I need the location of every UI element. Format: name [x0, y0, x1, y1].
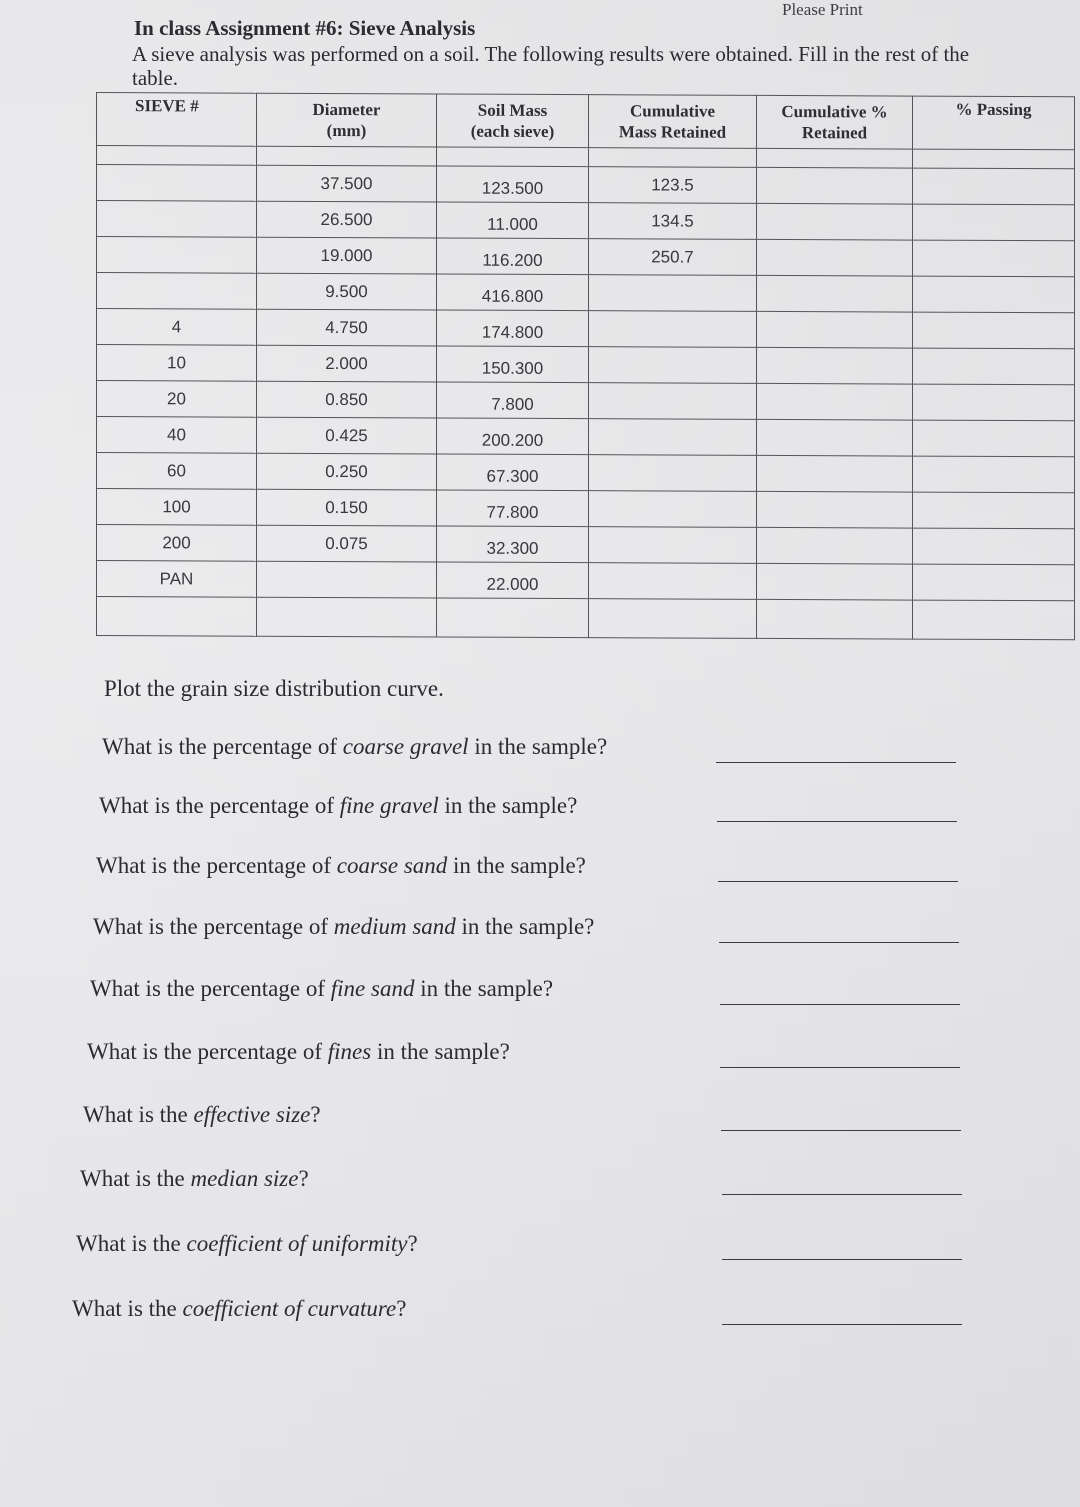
cumulative-mass-cell[interactable]: [589, 167, 757, 204]
answer-blank-line[interactable]: [717, 821, 957, 822]
question-text: in the sample?: [414, 976, 554, 1001]
sieve-number-cell: [97, 309, 257, 346]
answer-blank-line[interactable]: [720, 1067, 960, 1068]
question-term: fines: [327, 1039, 372, 1064]
sieve-number-cell: [97, 489, 257, 526]
question-text: What is the percentage of: [87, 1039, 328, 1064]
sieve-number-cell-value: PAN: [159, 568, 194, 588]
question-term: median size: [190, 1166, 299, 1191]
sieve-number-cell-value: 60: [167, 460, 186, 480]
header-soil-mass-sub: (each sieve): [470, 121, 555, 141]
pct-passing-cell[interactable]: [913, 168, 1075, 205]
header-soil-mass: [437, 94, 589, 148]
pct-passing-cell[interactable]: [913, 456, 1075, 493]
soil-mass-cell: [437, 310, 589, 347]
sieve-number-cell: [97, 381, 257, 418]
spacer-cell: [757, 148, 913, 168]
question-text: in the sample?: [438, 793, 578, 818]
question-text: ?: [396, 1296, 407, 1321]
cumulative-pct-cell[interactable]: [757, 167, 913, 204]
soil-mass-cell-value: 116.200: [482, 250, 543, 270]
diameter-cell-value: 4.750: [325, 317, 368, 337]
question-1: [102, 734, 607, 760]
pct-passing-cell[interactable]: [913, 276, 1075, 313]
pct-passing-cell[interactable]: [913, 204, 1075, 241]
sieve-number-cell-value: 4: [171, 316, 182, 336]
header-cumulative-pct: [757, 95, 913, 149]
table-row: [97, 309, 1075, 349]
question-text: What is the percentage of: [90, 976, 331, 1001]
diameter-cell-value: 37.500: [320, 173, 373, 193]
question-6: [87, 1039, 510, 1065]
answer-blank-line[interactable]: [721, 1130, 961, 1131]
soil-mass-cell-value: 22.000: [486, 574, 539, 594]
sieve-number-cell: [97, 525, 257, 562]
spacer-cell: [437, 147, 589, 167]
sieve-number-cell: [97, 237, 257, 274]
cumulative-pct-cell[interactable]: [757, 419, 913, 456]
soil-mass-cell: [437, 490, 589, 527]
soil-mass-cell: [437, 238, 589, 275]
cumulative-mass-cell[interactable]: [589, 383, 757, 420]
sieve-number-cell: [97, 273, 257, 310]
question-5: [90, 976, 553, 1002]
question-8: [80, 1166, 309, 1192]
soil-mass-cell-value: 174.800: [481, 322, 544, 342]
header-cumulative-mass: [589, 95, 757, 149]
answer-blank-line[interactable]: [722, 1324, 962, 1325]
question-text: What is the: [80, 1166, 191, 1191]
table-row: [97, 165, 1075, 205]
header-diameter: [257, 93, 437, 147]
question-text: ?: [407, 1231, 418, 1256]
diameter-cell: [257, 309, 437, 346]
header-sieve: SIEVE #: [97, 93, 257, 147]
diameter-cell: [257, 561, 437, 598]
soil-mass-cell: [437, 346, 589, 383]
cumulative-pct-cell[interactable]: [757, 239, 913, 276]
table-row: [97, 273, 1075, 313]
cumulative-mass-cell-value: 123.5: [651, 174, 694, 195]
pct-passing-cell[interactable]: [913, 348, 1075, 385]
soil-mass-cell-value: 7.800: [491, 394, 534, 414]
question-text: What is the percentage of: [102, 734, 343, 759]
question-text: What is the: [72, 1296, 183, 1321]
soil-mass-cell-value: 77.800: [486, 502, 539, 522]
diameter-cell: [257, 417, 437, 454]
diameter-cell-value: 0.150: [325, 497, 368, 517]
cumulative-pct-cell[interactable]: [757, 491, 913, 528]
soil-mass-cell: [437, 274, 589, 311]
soil-mass-cell: [437, 526, 589, 563]
cumulative-mass-cell[interactable]: [589, 239, 757, 276]
diameter-cell-value: 0.425: [325, 425, 368, 445]
answer-blank-line[interactable]: [722, 1194, 962, 1195]
sieve-number-cell-value: 200: [162, 532, 191, 552]
diameter-cell-value: 0.075: [325, 533, 368, 553]
cumulative-mass-cell[interactable]: [589, 347, 757, 384]
total-cell[interactable]: [97, 597, 257, 637]
table-row: [97, 237, 1075, 277]
cumulative-mass-cell[interactable]: [589, 203, 757, 240]
spacer-cell: [589, 148, 757, 168]
diameter-cell: [257, 381, 437, 418]
diameter-cell: [257, 345, 437, 382]
question-2: [99, 793, 577, 819]
cumulative-pct-cell[interactable]: [757, 455, 913, 492]
soil-mass-cell-value: 67.300: [486, 466, 539, 486]
question-9: [76, 1231, 418, 1257]
table-total-row: [97, 597, 1075, 640]
table-row: [97, 417, 1075, 457]
total-cell[interactable]: [257, 597, 437, 637]
pct-passing-cell[interactable]: [913, 492, 1075, 529]
cumulative-pct-cell[interactable]: [757, 347, 913, 384]
header-cumulative-mass-sub: Mass Retained: [618, 122, 727, 142]
diameter-cell-value: 26.500: [320, 209, 373, 229]
answer-blank-line[interactable]: [720, 1004, 960, 1005]
table-row: [97, 381, 1075, 421]
sieve-number-cell: [97, 345, 257, 382]
pct-passing-cell[interactable]: [913, 564, 1075, 601]
assignment-title: In class Assignment #6: Sieve Analysis: [134, 16, 476, 40]
pct-passing-cell[interactable]: [913, 384, 1075, 421]
table-row: [97, 525, 1075, 565]
pct-passing-cell[interactable]: [913, 528, 1075, 565]
sieve-number-cell-value: 20: [167, 388, 186, 408]
sieve-number-cell: [97, 165, 257, 202]
soil-mass-cell: [437, 562, 589, 599]
cumulative-mass-cell[interactable]: [589, 527, 757, 564]
cumulative-mass-cell[interactable]: [589, 419, 757, 456]
header-diameter-unit: (mm): [326, 121, 367, 141]
diameter-cell-value: 2.000: [325, 353, 368, 373]
soil-mass-cell-value: 32.300: [486, 538, 539, 558]
soil-mass-cell-value: 150.300: [481, 358, 544, 378]
question-text: in the sample?: [468, 734, 608, 759]
soil-mass-cell: [437, 418, 589, 455]
pct-passing-cell[interactable]: [913, 420, 1075, 457]
question-3: [96, 853, 586, 879]
total-cell[interactable]: [757, 599, 913, 639]
answer-blank-line[interactable]: [719, 942, 959, 943]
question-term: fine sand: [330, 976, 415, 1001]
soil-mass-cell: [437, 454, 589, 491]
diameter-cell-value: 0.850: [325, 389, 368, 409]
diameter-cell-value: 9.500: [325, 281, 368, 301]
cumulative-pct-cell[interactable]: [757, 527, 913, 564]
answer-blank-line[interactable]: [718, 881, 958, 882]
sieve-analysis-table: [96, 92, 1075, 640]
question-text: What is the: [83, 1102, 194, 1127]
soil-mass-cell: [437, 382, 589, 419]
question-7: [83, 1102, 321, 1128]
table-row: [97, 345, 1075, 385]
table-row: [97, 453, 1075, 493]
question-text: in the sample?: [447, 853, 586, 878]
cumulative-mass-cell[interactable]: [589, 455, 757, 492]
diameter-cell: [257, 453, 437, 490]
sieve-number-cell-value: 40: [167, 424, 186, 444]
cumulative-pct-cell[interactable]: [757, 563, 913, 600]
pct-passing-cell[interactable]: [913, 240, 1075, 277]
spacer-cell: [97, 146, 257, 166]
plot-instruction: Plot the grain size distribution curve.: [104, 676, 444, 701]
sieve-number-cell: [97, 453, 257, 490]
header-diameter-label: Diameter: [312, 99, 381, 120]
answer-blank-line[interactable]: [722, 1259, 962, 1260]
soil-mass-cell-value: 200.200: [481, 430, 544, 450]
soil-mass-cell: [437, 202, 589, 239]
header-cumulative-mass-label: Cumulative: [630, 101, 715, 121]
header-cumulative-pct-label: Cumulative %: [781, 101, 888, 122]
diameter-cell: [257, 273, 437, 310]
soil-mass-cell: [437, 166, 589, 203]
diameter-cell-value: 19.000: [320, 245, 373, 265]
header-soil-mass-label: Soil Mass: [477, 100, 548, 120]
question-text: What is the percentage of: [93, 914, 334, 939]
answer-blank-line[interactable]: [716, 762, 956, 763]
cumulative-mass-cell[interactable]: [589, 311, 757, 348]
question-term: effective size: [193, 1102, 311, 1127]
question-text: What is the percentage of: [96, 853, 337, 878]
question-term: coarse gravel: [342, 734, 469, 759]
diameter-cell: [257, 201, 437, 238]
total-cell[interactable]: [589, 599, 757, 639]
diameter-cell: [257, 165, 437, 202]
cumulative-mass-cell-value: 250.7: [651, 246, 694, 267]
assignment-intro: A sieve analysis was performed on a soil. The following results were obtained. Fill in the rest of the table.: [132, 42, 970, 90]
cumulative-mass-cell-value: 134.5: [651, 210, 694, 231]
total-cell[interactable]: [437, 598, 589, 638]
total-cell[interactable]: [913, 600, 1075, 640]
diameter-cell: [257, 489, 437, 526]
cumulative-mass-cell[interactable]: [589, 275, 757, 312]
cumulative-mass-cell[interactable]: [589, 563, 757, 600]
cumulative-mass-cell[interactable]: [589, 491, 757, 528]
question-text: in the sample?: [455, 914, 595, 939]
table-header-row: [97, 93, 1075, 150]
soil-mass-cell-value: 416.800: [481, 286, 544, 306]
cumulative-pct-cell[interactable]: [757, 203, 913, 240]
question-term: coefficient of uniformity: [186, 1231, 408, 1256]
question-text: What is the: [76, 1231, 187, 1256]
sieve-number-cell: [97, 561, 257, 598]
cumulative-pct-cell[interactable]: [757, 275, 913, 312]
please-print-note: Please Print: [782, 0, 863, 19]
sieve-number-cell-value: 100: [162, 496, 191, 516]
diameter-cell: [257, 525, 437, 562]
cumulative-pct-cell[interactable]: [757, 311, 913, 348]
sieve-number-cell: [97, 201, 257, 238]
question-text: ?: [298, 1166, 309, 1191]
table-row: [97, 201, 1075, 241]
sieve-number-cell-value: 10: [167, 352, 186, 372]
spacer-cell: [257, 146, 437, 166]
question-term: medium sand: [333, 914, 456, 939]
question-text: What is the percentage of: [99, 793, 340, 818]
spacer-cell: [913, 149, 1075, 169]
question-term: coarse sand: [336, 853, 448, 878]
cumulative-pct-cell[interactable]: [757, 383, 913, 420]
table-row: [97, 489, 1075, 529]
sieve-number-cell: [97, 417, 257, 454]
question-10: [72, 1296, 406, 1322]
header-cumulative-pct-sub: Retained: [801, 123, 868, 143]
question-4: [93, 914, 594, 940]
question-term: coefficient of curvature: [182, 1296, 397, 1321]
table-row: [97, 561, 1075, 601]
question-text: ?: [310, 1102, 321, 1127]
header-pct-passing: % Passing: [913, 96, 1075, 150]
soil-mass-cell-value: 123.500: [481, 178, 544, 198]
diameter-cell: [257, 237, 437, 274]
soil-mass-cell-value: 11.000: [487, 214, 538, 234]
question-text: in the sample?: [371, 1039, 510, 1064]
question-term: fine gravel: [339, 793, 439, 818]
pct-passing-cell[interactable]: [913, 312, 1075, 349]
diameter-cell-value: 0.250: [325, 461, 368, 481]
